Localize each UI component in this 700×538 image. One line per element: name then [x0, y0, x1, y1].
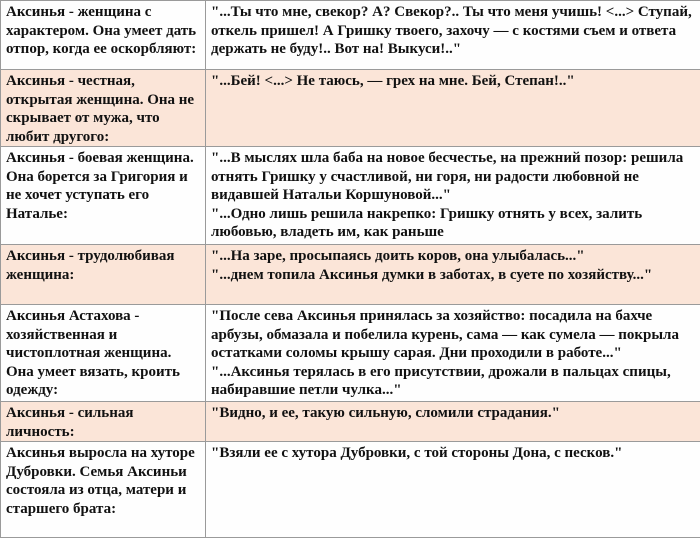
quote-cell [206, 147, 700, 245]
quote-cell [206, 442, 700, 538]
table-row [1, 245, 700, 305]
trait-cell: Аксинья - сильная личность: [1, 402, 206, 442]
table-row [1, 305, 700, 402]
table-row [1, 1, 700, 70]
quote-text: "После сева Аксинья принялась за хозяйство: посадила на бахче арбузы, обмазала и побелила курень, сама — как сумела — покрыла остатками соломы крышу сарая. Дни проходили в работе..." [211, 307, 696, 363]
quote-cell [206, 402, 700, 442]
quote-text: "...В мыслях шла баба на новое бесчестье, на прежний позор: решила отнять Гришку у счастливой, ни горя, ни радости любовной не видавшей Натальи Коршуновой..." [211, 149, 696, 205]
table-row [1, 402, 700, 442]
trait-cell: Аксинья Астахова - хозяйственная и чистоплотная женщина. Она умеет вязать, кроить одежду: [1, 305, 206, 402]
table-row [1, 70, 700, 147]
quote-text: "...Одно лишь решила накрепко: Гришку отнять у всех, залить любовью, владеть им, как раньше [211, 205, 696, 242]
quote-cell [206, 1, 700, 70]
trait-cell: Аксинья - честная, открытая женщина. Она не скрывает от мужа, что любит другого: [1, 70, 206, 147]
trait-cell: Аксинья выросла на хуторе Дубровки. Семья Аксиньи состояла из отца, матери и старшего брата: [1, 442, 206, 538]
trait-cell: Аксинья - женщина с характером. Она умеет дать отпор, когда ее оскорбляют: [1, 1, 206, 70]
quote-text: "...Бей! <...> Не таюсь, — грех на мне. Бей, Степан!.." [211, 72, 696, 91]
quote-text: "...Ты что мне, свекор? А? Свекор?.. Ты что меня учишь! <...> Ступай, откель пришел! А Гришку твоего, захочу — с костями съем и ответа держать не буду!.. Вот на! Выкуси!.." [211, 3, 696, 59]
trait-cell: Аксинья - боевая женщина. Она борется за Григория и не хочет уступать его Наталье: [1, 147, 206, 245]
table-row [1, 442, 700, 538]
quote-text: "...На заре, просыпаясь доить коров, она улыбалась..." [211, 247, 696, 266]
quote-text: "Взяли ее с хутора Дубровки, с той стороны Дона, с песков." [211, 444, 696, 463]
trait-cell: Аксинья - трудолюбивая женщина: [1, 245, 206, 305]
quote-cell [206, 305, 700, 402]
quote-text: "...Аксинья терялась в его присутствии, дрожали в пальцах спицы, набиравшие петли чулка..." [211, 363, 696, 400]
quote-text: "Видно, и ее, такую сильную, сломили страдания." [211, 404, 696, 423]
quote-cell [206, 70, 700, 147]
quote-cell [206, 245, 700, 305]
table-row [1, 147, 700, 245]
quote-text: "...днем топила Аксинья думки в заботах, в суете по хозяйству..." [211, 266, 696, 285]
